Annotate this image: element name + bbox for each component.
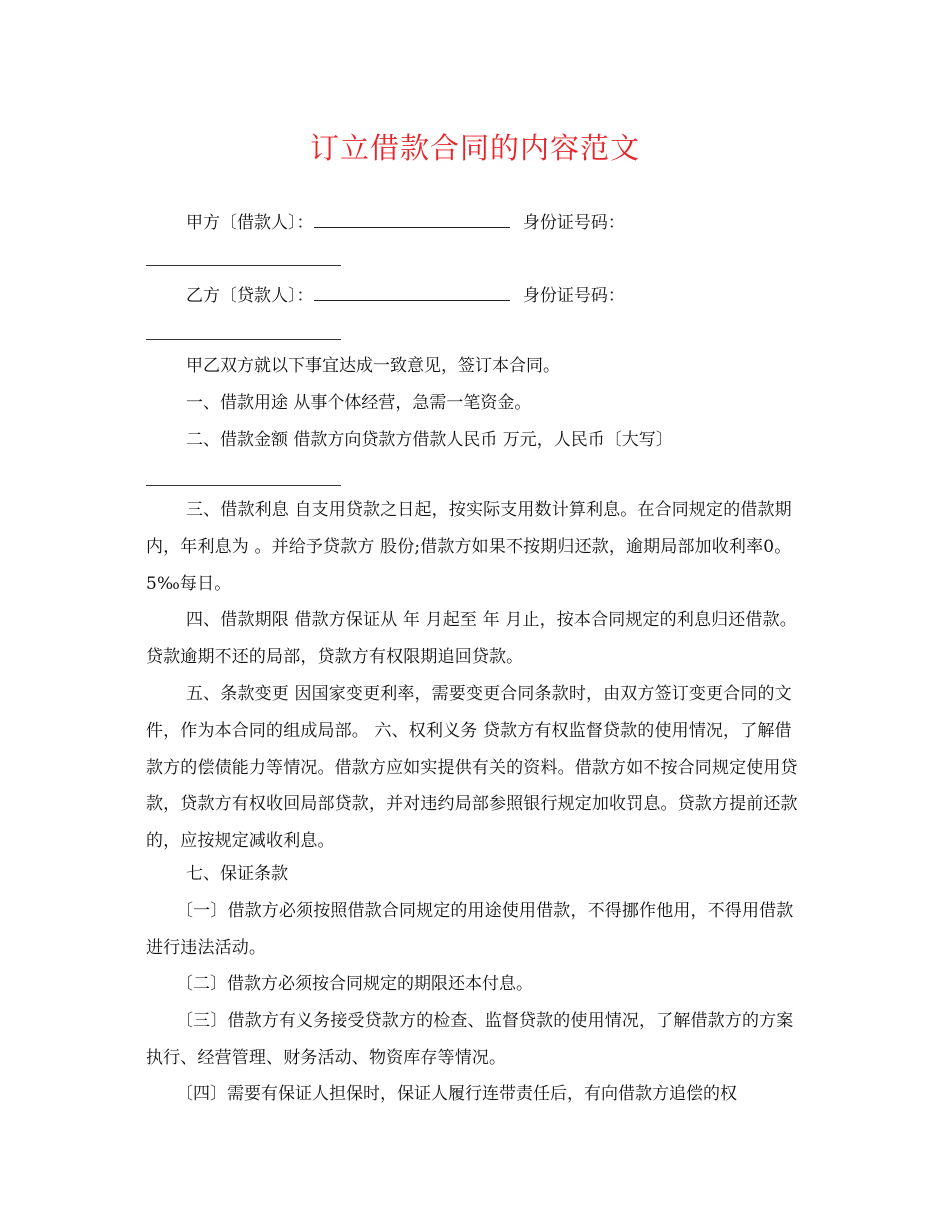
clause-7-item-3: 〔三〕借款方有义务接受贷款方的检查、监督贷款的使用情况，了解借款方的方案执行、经营管理、财务活动、物资库存等情况。 bbox=[146, 1011, 794, 1068]
party-a-id-label: 身份证号码： bbox=[522, 213, 625, 233]
party-b-label: 乙方〔贷款人〕： bbox=[186, 286, 314, 306]
party-a-id-blank bbox=[146, 265, 341, 266]
clause-4: 四、借款期限 借款方保证从 年 月起至 年 月止，按本合同规定的利息归还借款。贷款逾期不还的局部，贷款方有权限期追回贷款。 bbox=[146, 610, 797, 667]
clause-7-heading: 七、保证条款 bbox=[186, 864, 288, 884]
clause-7-item-4: 〔四〕需要有保证人担保时，保证人履行连带责任后，有向借款方追偿的权 bbox=[176, 1084, 737, 1104]
party-b-id-blank bbox=[146, 339, 341, 340]
document-title: 订立借款合同的内容范文 bbox=[309, 131, 640, 165]
party-b-id-label: 身份证号码： bbox=[522, 286, 625, 306]
party-a-line bbox=[186, 209, 625, 236]
party-a-name-blank bbox=[314, 209, 510, 228]
party-b-line bbox=[186, 282, 625, 309]
clause-1: 一、借款用途 从事个体经营，急需一笔资金。 bbox=[186, 393, 532, 413]
party-a-label: 甲方〔借款人〕： bbox=[186, 213, 314, 233]
intro-text: 甲乙双方就以下事宜达成一致意见，签订本合同。 bbox=[186, 356, 560, 376]
amount-uppercase-blank bbox=[146, 485, 341, 486]
party-b-name-blank bbox=[314, 282, 510, 301]
clause-5-6: 五、条款变更 因国家变更利率，需要变更合同条款时，由双方签订变更合同的文件，作为本合同的组成局部。 六、权利义务 贷款方有权监督贷款的使用情况，了解借款方的偿债能力等情况。借款方应如实提供有关的资料。借款方如不按合同规定使用贷款，贷款方有权收回局部贷款，并对违约局部参照银行规定加收罚息。贷款方提前还款的，应按规定减收利息。 bbox=[146, 684, 798, 852]
clause-7-item-1: 〔一〕借款方必须按照借款合同规定的用途使用借款，不得挪作他用，不得用借款进行违法活动。 bbox=[146, 901, 794, 958]
clause-2: 二、借款金额 借款方向贷款方借款人民币 万元，人民币〔大写〕 bbox=[186, 430, 673, 450]
clause-3: 三、借款利息 自支用贷款之日起，按实际支用数计算利息。在合同规定的借款期内，年利息为 。并给予贷款方 股份;借款方如果不按期归还款，逾期局部加收利率0。5‰每日。 bbox=[146, 500, 792, 594]
clause-7-item-2: 〔二〕借款方必须按合同规定的期限还本付息。 bbox=[176, 974, 533, 994]
